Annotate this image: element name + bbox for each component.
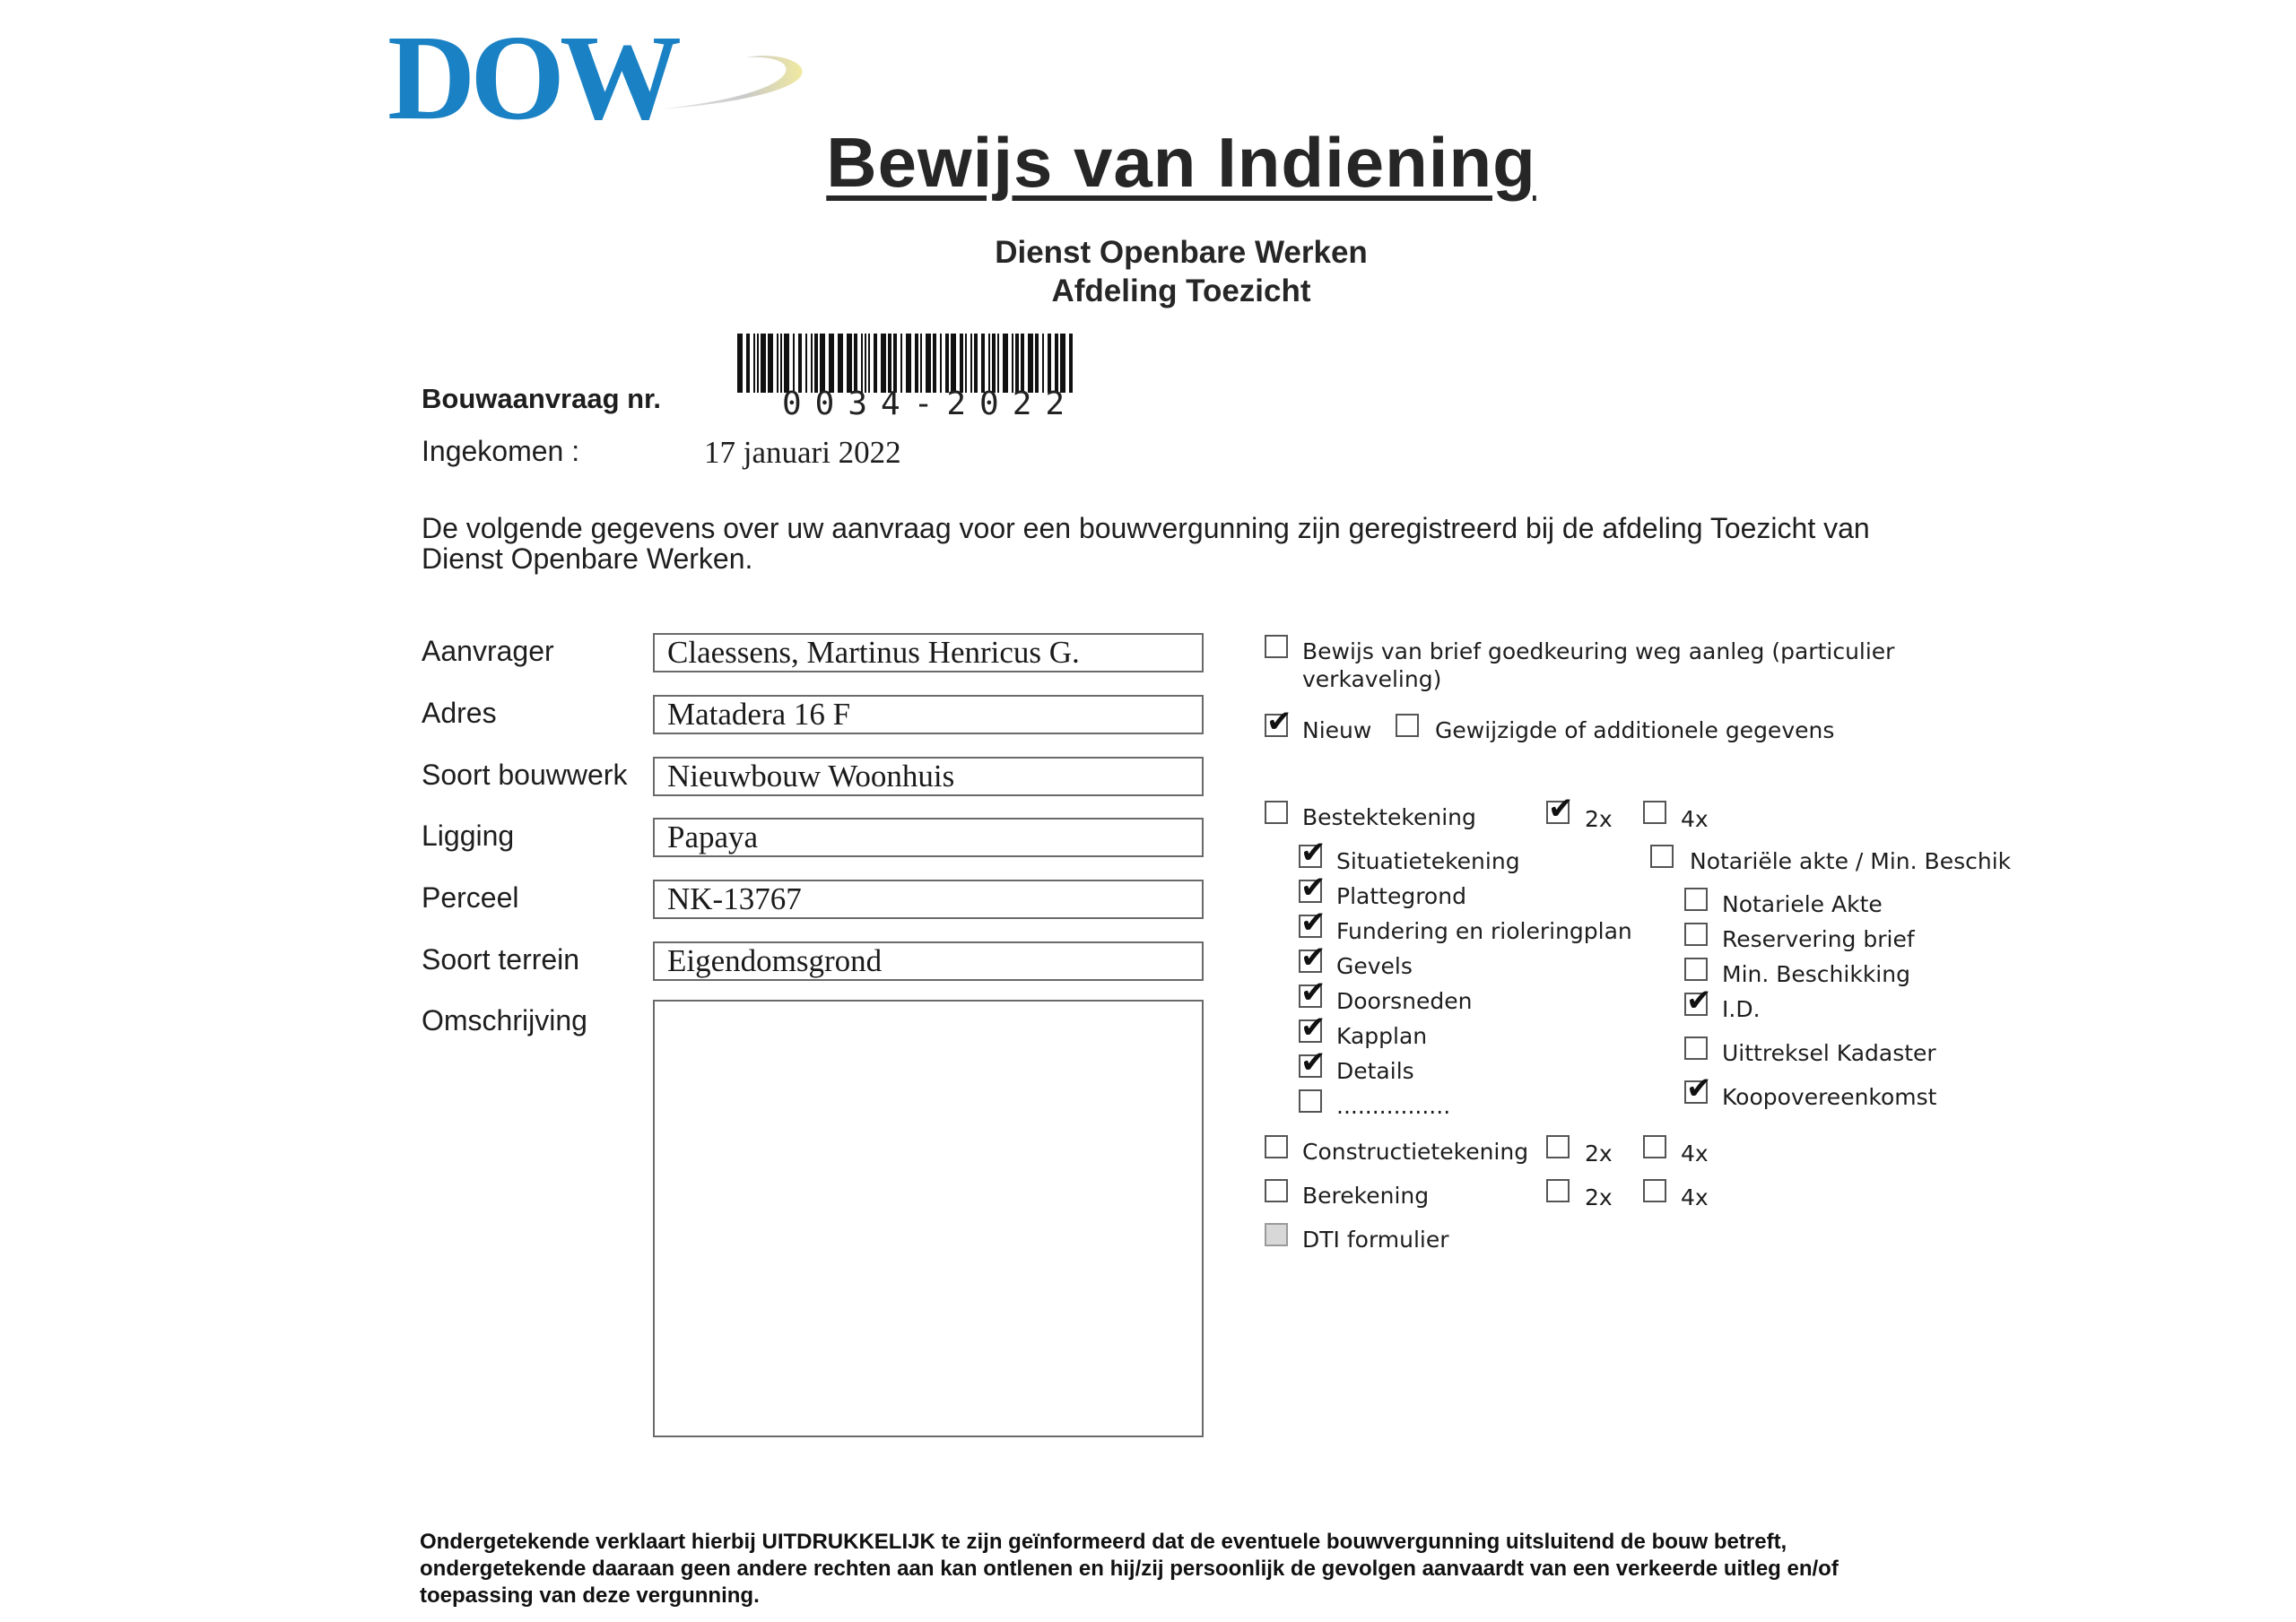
barcode-bar: [868, 334, 870, 393]
barcode-bar: [1055, 334, 1058, 393]
construction-4x-checkbox[interactable]: [1643, 1135, 1666, 1158]
barcode-bar: [992, 334, 996, 393]
notarial-checkbox[interactable]: [1650, 845, 1674, 868]
barcode-bar: [933, 334, 936, 393]
modified-checkbox[interactable]: [1396, 714, 1419, 737]
notarial-label: Notariële akte / Min. Beschik: [1690, 848, 2012, 874]
barcode-bar: [1035, 334, 1039, 393]
barcode-bar: [757, 334, 759, 393]
drawing-item-label: Gevels: [1336, 953, 1413, 979]
building-type-label: Soort bouwwerk: [422, 759, 628, 791]
specification-drawing-checkbox[interactable]: [1265, 801, 1288, 824]
barcode-bar: [753, 334, 755, 393]
barcode-bar: [865, 334, 866, 393]
barcode-bar: [974, 334, 978, 393]
dti-form-label: DTI formulier: [1302, 1227, 1449, 1253]
barcode-bar: [811, 334, 813, 393]
received-date: 17 januari 2022: [704, 435, 901, 470]
dow-logo-graphic: [387, 20, 818, 127]
modified-label: Gewijzigde of additionele gegevens: [1435, 717, 1835, 743]
barcode-bar: [970, 334, 972, 393]
barcode-bar: [906, 334, 911, 393]
barcode-bar: [761, 334, 766, 393]
spec-2x-label: 2x: [1585, 806, 1613, 832]
drawing-item-label: Situatietekening: [1336, 848, 1520, 874]
intro-text: De volgende gegevens over uw aanvraag voor een bouwvergunning zijn geregistreerd bij de afdeling Toezicht van Dienst Openbare Werken.: [422, 512, 1870, 575]
notarial-item-checkbox[interactable]: [1684, 1037, 1708, 1060]
location-label: Ligging: [422, 820, 515, 852]
barcode-bar: [805, 334, 807, 393]
notarial-item-checkbox[interactable]: [1684, 923, 1708, 946]
notarial-item-checkbox[interactable]: [1684, 1080, 1708, 1104]
barcode-bar: [861, 334, 863, 393]
barcode-bar: [780, 334, 782, 393]
barcode-bar: [900, 334, 902, 393]
application-number: 0034-2022: [782, 386, 1079, 422]
dow-logo: [387, 20, 818, 127]
barcode-bar: [1028, 334, 1033, 393]
construction-2x-label: 2x: [1585, 1141, 1613, 1167]
barcode-bar: [829, 334, 834, 393]
barcode-bar: [881, 334, 886, 393]
application-number-label: Bouwaanvraag nr.: [422, 383, 662, 414]
calculation-4x-label: 4x: [1681, 1184, 1709, 1210]
department-name: Dienst Openbare Werken: [995, 235, 1368, 270]
barcode-bar: [960, 334, 963, 393]
barcode-bar: [777, 334, 778, 393]
drawing-item-label: Kapplan: [1336, 1023, 1428, 1049]
drawing-item-label: Plattegrond: [1336, 883, 1466, 909]
drawing-item-label: Doorsneden: [1336, 988, 1473, 1014]
notarial-item-label: Notariele Akte: [1722, 891, 1883, 917]
received-label: Ingekomen :: [422, 435, 580, 467]
description-field[interactable]: [653, 1000, 1204, 1437]
drawing-item-checkbox[interactable]: [1299, 1054, 1322, 1078]
barcode-bar: [945, 334, 949, 393]
spec-4x-checkbox[interactable]: [1643, 801, 1666, 824]
notarial-item-checkbox[interactable]: [1684, 888, 1708, 911]
barcode-bar: [847, 334, 852, 393]
barcode-bar: [965, 334, 967, 393]
construction-4x-label: 4x: [1681, 1141, 1709, 1167]
barcode-bar: [997, 334, 999, 393]
address-field[interactable]: Matadera 16 F: [653, 695, 1204, 734]
dti-form-checkbox[interactable]: [1265, 1223, 1288, 1246]
barcode-bar: [768, 334, 773, 393]
specification-drawing-label: Bestektekening: [1302, 804, 1476, 830]
construction-drawing-checkbox[interactable]: [1265, 1135, 1288, 1158]
barcode-bar: [1003, 334, 1008, 393]
proof-letter-label-line2: verkaveling): [1302, 666, 1442, 692]
calculation-checkbox[interactable]: [1265, 1179, 1288, 1202]
declaration-text: Ondergetekende verklaart hierbij UITDRUKKELIJK te zijn geïnformeerd dat de eventuele bouwvergunning uitsluitend de bouw betreft, ondergetekende daaraan geen andere rechten aan kan ontlenen en hij/zij persoonlijk de gevolgen aanvaardt van een verkeerde uitleg en/of toepassing van deze vergunning.: [420, 1530, 1839, 1608]
calculation-2x-checkbox[interactable]: [1546, 1179, 1570, 1202]
barcode-bar: [920, 334, 922, 393]
barcode-bar: [820, 334, 825, 393]
barcode-bar: [893, 334, 897, 393]
building-type-field[interactable]: Nieuwbouw Woonhuis: [653, 757, 1204, 796]
address-label: Adres: [422, 697, 497, 729]
construction-2x-checkbox[interactable]: [1546, 1135, 1570, 1158]
proof-letter-label-line1: Bewijs van brief goedkeuring weg aanleg (particulier: [1302, 638, 1895, 664]
notarial-item-label: Koopovereenkomst: [1722, 1084, 1937, 1110]
terrain-type-field[interactable]: Eigendomsgrond: [653, 941, 1204, 981]
drawing-item-checkbox[interactable]: [1299, 880, 1322, 903]
drawing-item-label: Fundering en rioleringplan: [1336, 918, 1632, 944]
location-field[interactable]: Papaya: [653, 818, 1204, 857]
barcode-bar: [1021, 334, 1024, 393]
spec-2x-checkbox[interactable]: [1546, 801, 1570, 824]
division-name: Afdeling Toezicht: [1051, 273, 1311, 308]
barcode-bar: [1060, 334, 1065, 393]
barcode-bar: [838, 334, 843, 393]
barcode: [734, 334, 1200, 393]
barcode-bar: [1069, 334, 1073, 393]
applicant-field[interactable]: Claessens, Martinus Henricus G.: [653, 633, 1204, 672]
spec-4x-label: 4x: [1681, 806, 1709, 832]
description-label: Omschrijving: [422, 1004, 587, 1037]
barcode-bar: [737, 334, 743, 393]
parcel-label: Perceel: [422, 881, 519, 914]
page-title: Bewijs van Indiening: [826, 123, 1536, 202]
calculation-4x-checkbox[interactable]: [1643, 1179, 1666, 1202]
calculation-label: Berekening: [1302, 1183, 1430, 1209]
logo-text: DOW: [387, 20, 676, 127]
barcode-bar: [1042, 334, 1044, 393]
proof-letter-checkbox[interactable]: [1265, 635, 1288, 658]
barcode-bar: [940, 334, 942, 393]
drawing-item-label: Details: [1336, 1058, 1414, 1084]
barcode-bar: [888, 334, 891, 393]
barcode-bar: [784, 334, 789, 393]
drawing-item-checkbox[interactable]: [1299, 845, 1322, 868]
new-checkbox[interactable]: [1265, 714, 1288, 737]
barcode-bar: [854, 334, 857, 393]
barcode-bar: [988, 334, 990, 393]
barcode-bar: [1048, 334, 1051, 393]
notarial-item-checkbox[interactable]: [1684, 958, 1708, 981]
barcode-bar: [915, 334, 918, 393]
barcode-bar: [1015, 334, 1019, 393]
drawing-item-checkbox[interactable]: [1299, 915, 1322, 938]
notarial-item-label: Min. Beschikking: [1722, 961, 1910, 987]
barcode-bar: [798, 334, 802, 393]
notarial-item-label: Reservering brief: [1722, 926, 1915, 952]
drawing-item-checkbox[interactable]: [1299, 984, 1322, 1008]
parcel-field[interactable]: NK-13767: [653, 880, 1204, 919]
terrain-type-label: Soort terrein: [422, 943, 580, 976]
barcode-bar: [793, 334, 795, 393]
construction-drawing-label: Constructietekening: [1302, 1139, 1529, 1165]
barcode-bar: [874, 334, 877, 393]
barcode-bar: [926, 334, 931, 393]
barcode-bar: [814, 334, 818, 393]
new-label: Nieuw: [1302, 717, 1372, 743]
notarial-item-label: Uittreksel Kadaster: [1722, 1040, 1936, 1066]
applicant-label: Aanvrager: [422, 635, 554, 667]
drawing-item-label: ................: [1336, 1093, 1451, 1119]
notarial-item-checkbox[interactable]: [1684, 993, 1708, 1016]
notarial-item-label: I.D.: [1722, 996, 1761, 1022]
calculation-2x-label: 2x: [1585, 1184, 1613, 1210]
barcode-bar: [1012, 334, 1013, 393]
drawing-item-checkbox[interactable]: [1299, 950, 1322, 973]
drawing-item-checkbox[interactable]: [1299, 1019, 1322, 1043]
barcode-bar: [746, 334, 750, 393]
drawing-item-checkbox[interactable]: [1299, 1089, 1322, 1113]
barcode-bar: [951, 334, 956, 393]
barcode-bar: [981, 334, 985, 393]
